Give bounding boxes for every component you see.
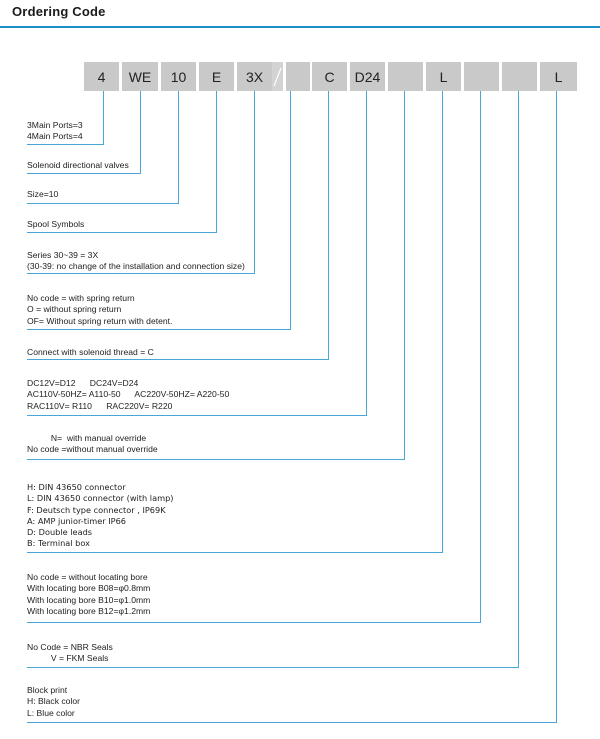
leader-spool-v: [216, 91, 217, 232]
desc-thread: [27, 347, 154, 358]
desc-connector: [27, 482, 173, 550]
desc-line: Series 30~39 = 3X: [27, 250, 99, 260]
leader-connector-v: [442, 91, 443, 552]
desc-line: Spool Symbols: [27, 219, 85, 229]
leader-spring-h: [27, 329, 291, 330]
desc-line: F: Deutsch type connector , IP69K: [27, 504, 166, 515]
desc-line: No code = with spring return: [27, 293, 135, 303]
desc-line: L: DIN 43650 connector (with lamp): [27, 493, 174, 504]
title-divider: [0, 26, 600, 28]
desc-line: 3Main Ports=3: [27, 120, 83, 130]
code-box-size: 10: [161, 62, 196, 91]
desc-line: O = without spring return: [27, 304, 122, 315]
desc-line: Size=10: [27, 189, 59, 199]
leader-ports-v: [103, 91, 104, 144]
code-box-spool: E: [199, 62, 234, 91]
page-title: Ordering Code: [12, 4, 106, 19]
leader-connector-h: [27, 552, 443, 553]
code-box-separator: [272, 62, 283, 91]
desc-line: With locating bore B08=φ0.8mm: [27, 583, 151, 594]
desc-override: [27, 433, 158, 456]
desc-line: AC110V-50HZ= A110-50 AC220V-50HZ= A220-50: [27, 389, 230, 400]
desc-line: With locating bore B10=φ1.0mm: [27, 594, 151, 605]
desc-spool: [27, 219, 84, 230]
desc-line: With locating bore B12=φ1.2mm: [27, 605, 151, 616]
desc-series: [27, 250, 245, 273]
leader-override-h: [27, 459, 405, 460]
code-box-bore: [464, 62, 499, 91]
code-box-series: 3X: [237, 62, 272, 91]
desc-line: RAC110V= R110 RAC220V= R220: [27, 400, 173, 411]
desc-color: [27, 685, 80, 719]
desc-voltage: [27, 378, 229, 412]
code-box-ports: 4: [84, 62, 119, 91]
desc-size: [27, 189, 58, 200]
slash-divider-icon: [272, 62, 283, 91]
leader-seals-h: [27, 667, 519, 668]
desc-line: No code = without locating bore: [27, 572, 148, 582]
leader-voltage-v: [366, 91, 367, 415]
leader-override-v: [404, 91, 405, 459]
desc-line: N= with manual override: [27, 433, 147, 443]
desc-line: V = FKM Seals: [27, 653, 109, 664]
code-box-seals: [502, 62, 537, 91]
code-box-connector: L: [426, 62, 461, 91]
code-box-spring: [286, 62, 310, 91]
code-box-type: WE: [122, 62, 158, 91]
leader-thread-h: [27, 359, 329, 360]
code-box-thread: C: [312, 62, 347, 91]
desc-line: DC12V=D12 DC24V=D24: [27, 378, 139, 388]
leader-color-v: [556, 91, 557, 722]
desc-ports: [27, 120, 83, 143]
desc-spring: [27, 293, 172, 327]
desc-seals: [27, 642, 113, 665]
leader-series-h: [27, 273, 255, 274]
desc-line: L: Blue color: [27, 707, 75, 718]
leader-ports-h: [27, 144, 104, 145]
leader-seals-v: [518, 91, 519, 667]
code-box-voltage: D24: [350, 62, 385, 91]
desc-bore: [27, 572, 150, 617]
leader-type-v: [140, 91, 141, 173]
desc-line: H: Black color: [27, 696, 81, 707]
leader-spring-v: [290, 91, 291, 329]
desc-line: No Code = NBR Seals: [27, 642, 113, 652]
desc-line: Connect with solenoid thread = C: [27, 347, 154, 357]
code-box-override: [388, 62, 423, 91]
desc-line: A: AMP junior-timer IP66: [27, 515, 126, 526]
desc-type: [27, 160, 129, 171]
desc-line: No code =without manual override: [27, 444, 158, 455]
leader-size-v: [178, 91, 179, 203]
leader-spool-h: [27, 232, 217, 233]
desc-line: (30-39: no change of the installation and connection size): [27, 261, 245, 272]
leader-color-h: [27, 722, 557, 723]
desc-line: OF= Without spring return with detent.: [27, 315, 173, 326]
desc-line: D: Double leads: [27, 527, 93, 538]
leader-thread-v: [328, 91, 329, 359]
desc-line: 4Main Ports=4: [27, 131, 83, 142]
code-box-color: L: [540, 62, 577, 91]
leader-size-h: [27, 203, 179, 204]
desc-line: B: Terminal box: [27, 538, 90, 549]
leader-type-h: [27, 173, 141, 174]
leader-voltage-h: [27, 415, 367, 416]
leader-series-v: [254, 91, 255, 273]
leader-bore-h: [27, 622, 481, 623]
desc-line: Solenoid directional valves: [27, 160, 129, 170]
desc-line: H: DIN 43650 connector: [27, 482, 126, 492]
leader-bore-v: [480, 91, 481, 622]
desc-line: Block print: [27, 685, 68, 695]
